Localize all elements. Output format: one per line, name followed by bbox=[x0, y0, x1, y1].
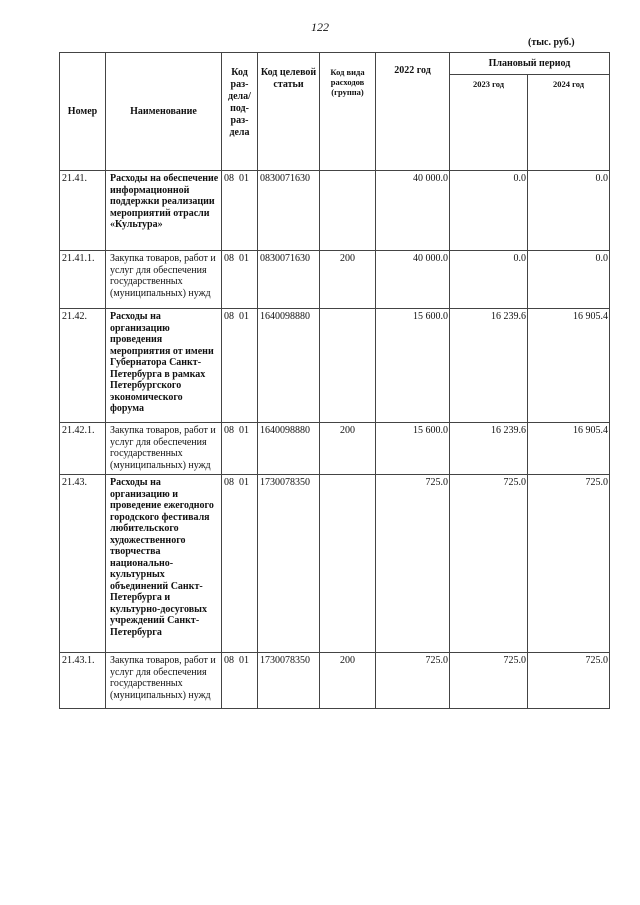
section-value: 08 bbox=[224, 655, 234, 666]
expense-type-code bbox=[320, 171, 376, 251]
value-2024: 16 905.4 bbox=[528, 309, 610, 423]
value-2024: 16 905.4 bbox=[528, 423, 610, 475]
header-2023: 2023 год bbox=[450, 75, 528, 171]
target-code: 0830071630 bbox=[258, 251, 320, 309]
table-row bbox=[60, 475, 610, 653]
value-2022: 15 600.0 bbox=[376, 309, 450, 423]
expense-type-code: 200 bbox=[320, 251, 376, 309]
row-name: Закупка товаров, работ и услуг для обеспечения государственных (муниципальных) нужд bbox=[106, 423, 222, 475]
subsection-value: 01 bbox=[239, 477, 249, 488]
section-code bbox=[222, 251, 258, 309]
value-2022: 15 600.0 bbox=[376, 423, 450, 475]
row-number: 21.43. bbox=[60, 475, 106, 653]
section-value: 08 bbox=[224, 477, 234, 488]
target-code: 1640098880 bbox=[258, 423, 320, 475]
value-2023: 725.0 bbox=[450, 475, 528, 653]
header-expense-type: Код вида расходов (группа) bbox=[320, 53, 376, 171]
header-target: Код целевой статьи bbox=[258, 53, 320, 171]
section-code bbox=[222, 475, 258, 653]
section-value: 08 bbox=[224, 311, 234, 322]
expense-type-code: 200 bbox=[320, 423, 376, 475]
table-row bbox=[60, 171, 610, 251]
row-name: Закупка товаров, работ и услуг для обеспечения государственных (муниципальных) нужд bbox=[106, 251, 222, 309]
section-code bbox=[222, 653, 258, 709]
value-2022: 40 000.0 bbox=[376, 171, 450, 251]
value-2022: 725.0 bbox=[376, 653, 450, 709]
value-2023: 16 239.6 bbox=[450, 423, 528, 475]
target-code: 1730078350 bbox=[258, 653, 320, 709]
section-code bbox=[222, 171, 258, 251]
section-value: 08 bbox=[224, 253, 234, 264]
row-number: 21.42.1. bbox=[60, 423, 106, 475]
value-2022: 40 000.0 bbox=[376, 251, 450, 309]
table-row bbox=[60, 653, 610, 709]
value-2024: 725.0 bbox=[528, 653, 610, 709]
header-name: Наименование bbox=[106, 53, 222, 171]
value-2022: 725.0 bbox=[376, 475, 450, 653]
value-2024: 725.0 bbox=[528, 475, 610, 653]
value-2023: 16 239.6 bbox=[450, 309, 528, 423]
section-value: 08 bbox=[224, 173, 234, 184]
section-code bbox=[222, 423, 258, 475]
row-number: 21.43.1. bbox=[60, 653, 106, 709]
target-code: 1730078350 bbox=[258, 475, 320, 653]
expense-type-code: 200 bbox=[320, 653, 376, 709]
value-2023: 725.0 bbox=[450, 653, 528, 709]
target-code: 1640098880 bbox=[258, 309, 320, 423]
section-value: 08 bbox=[224, 425, 234, 436]
table-row bbox=[60, 423, 610, 475]
row-name: Расходы на организацию и проведение ежегодного городского фестиваля любительского художественного творчества национально-культурных объединений Санкт-Петербурга и культурно-досуговых учреждений Санкт-Петербурга bbox=[106, 475, 222, 653]
subsection-value: 01 bbox=[239, 311, 249, 322]
header-number: Номер bbox=[60, 53, 106, 171]
expense-type-code bbox=[320, 309, 376, 423]
row-name: Закупка товаров, работ и услуг для обеспечения государственных (муниципальных) нужд bbox=[106, 653, 222, 709]
subsection-value: 01 bbox=[239, 173, 249, 184]
section-code bbox=[222, 309, 258, 423]
value-2023: 0.0 bbox=[450, 251, 528, 309]
budget-table bbox=[59, 52, 610, 709]
subsection-value: 01 bbox=[239, 425, 249, 436]
row-number: 21.41. bbox=[60, 171, 106, 251]
unit-note: (тыс. руб.) bbox=[528, 37, 575, 48]
table-row bbox=[60, 251, 610, 309]
row-name: Расходы на организацию проведения мероприятия от имени Губернатора Санкт-Петербурга в рамках Петербургского экономического форума bbox=[106, 309, 222, 423]
expense-type-code bbox=[320, 475, 376, 653]
value-2024: 0.0 bbox=[528, 251, 610, 309]
table-row bbox=[60, 309, 610, 423]
row-name: Расходы на обеспечение информационной поддержки реализации мероприятий отрасли «Культура» bbox=[106, 171, 222, 251]
subsection-value: 01 bbox=[239, 253, 249, 264]
row-number: 21.41.1. bbox=[60, 251, 106, 309]
header-2024: 2024 год bbox=[528, 75, 610, 171]
header-2022: 2022 год bbox=[376, 53, 450, 171]
value-2023: 0.0 bbox=[450, 171, 528, 251]
target-code: 0830071630 bbox=[258, 171, 320, 251]
row-number: 21.42. bbox=[60, 309, 106, 423]
header-section: Код раз-дела/ под-раз-дела bbox=[222, 53, 258, 171]
page-number: 122 bbox=[311, 20, 329, 34]
subsection-value: 01 bbox=[239, 655, 249, 666]
value-2024: 0.0 bbox=[528, 171, 610, 251]
header-plan-period: Плановый период bbox=[450, 53, 610, 75]
